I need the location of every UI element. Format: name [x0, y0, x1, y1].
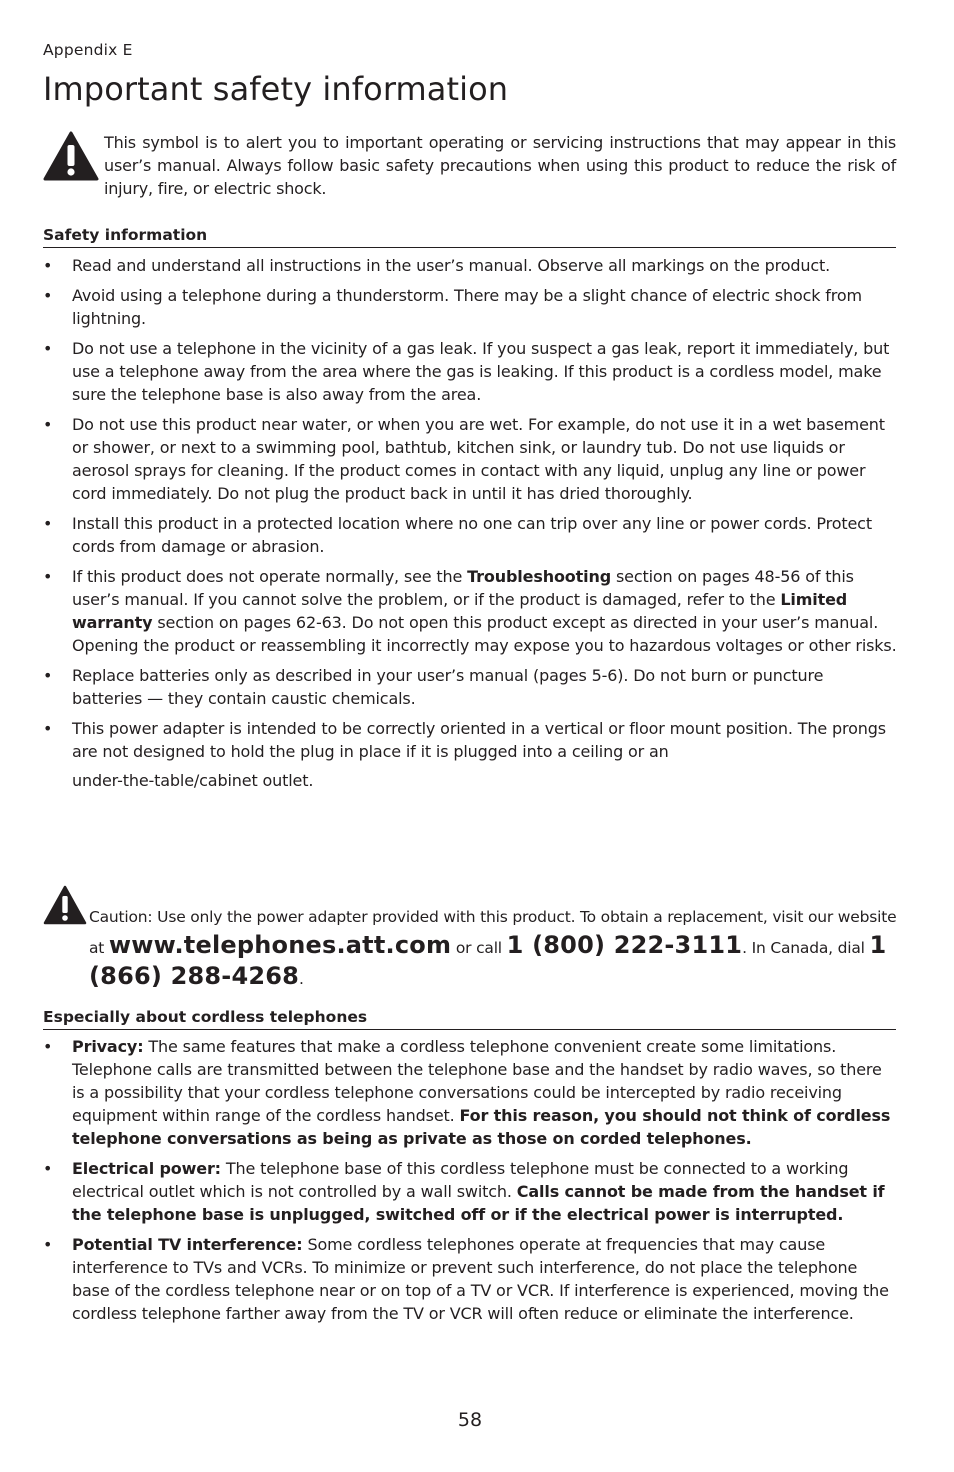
section-heading-cordless: Especially about cordless telephones	[43, 1008, 896, 1030]
list-item: • This power adapter is intended to be correctly oriented in a vertical or floor mount position. The prongs are not designed to hold the plug in place if it is plugged into a ceiling or an under-the-table/cabinet outlet.	[43, 719, 886, 790]
troubleshooting-ref: Troubleshooting	[467, 567, 612, 586]
canada-phone-number: 1 (866) 288-4268	[89, 931, 887, 990]
list-item: • Do not use a telephone in the vicinity of a gas leak. If you suspect a gas leak, report it immediately, but use a telephone away from the area where the gas is leaking. If this product is a cordless model, make sure the telephone base is also away from the area.	[43, 339, 890, 404]
list-item: • Avoid using a telephone during a thunderstorm. There may be a slight chance of electric shock from lightning.	[43, 286, 862, 328]
appendix-label: Appendix E	[43, 41, 133, 59]
list-item: • Privacy: The same features that make a cordless telephone convenient create some limitations. Telephone calls are transmitted between the telephone base and the handset by radio waves, so there is a possibility that your cordless telephone conversations could be intercepted by radio receiving equipment within range of the cordless handset. For this reason, you should not think of cordless telephone conversations as being as private as those on corded telephones.	[43, 1037, 891, 1148]
list-item: • If this product does not operate normally, see the Troubleshooting section on pages 48-56 of this user’s manual. If you cannot solve the problem, or if the product is damaged, refer to the Limited warranty section on pages 62-63. Do not open this product except as directed in your user’s manual. Opening the product or reassembling it incorrectly may expose you to hazardous voltages or other risks.	[43, 567, 897, 655]
page-number: 58	[457, 1409, 483, 1431]
list-item: • Read and understand all instructions in the user’s manual. Observe all markings on the product.	[43, 256, 831, 275]
warning-triangle-icon	[43, 131, 99, 181]
caution-warning-icon	[43, 885, 87, 925]
list-item: • Install this product in a protected location where no one can trip over any line or power cords. Protect cords from damage or abrasion.	[43, 514, 872, 556]
us-phone-number: 1 (800) 222-3111	[506, 931, 743, 959]
limited-warranty-ref: Limited warranty	[72, 590, 848, 632]
caution-note: Caution: Use only the power adapter provided with this product. To obtain a replacement, visit our website at www.telephones.att.com or call 1 (800) 222-3111. In Canada, dial 1 (866) 288-4268.	[89, 908, 897, 990]
page-title: Important safety information	[43, 70, 509, 108]
list-item: • Replace batteries only as described in your user’s manual (pages 5-6). Do not burn or puncture batteries — they contain caustic chemicals.	[43, 666, 824, 708]
section-heading-safety: Safety information	[43, 226, 896, 248]
website-link[interactable]: www.telephones.att.com	[108, 931, 452, 959]
alert-paragraph: This symbol is to alert you to important operating or servicing instructions that may appear in this user’s manual. Always follow basic safety precautions when using this product to reduce the risk of injury, fire, or electric shock.	[104, 133, 896, 198]
list-item: • Do not use this product near water, or when you are wet. For example, do not use it in a wet basement or shower, or next to a swimming pool, bathtub, kitchen sink, or laundry tub. Do not use liquids or aerosol sprays for cleaning. If the product comes in contact with any liquid, unplug any line or power cord immediately. Do not plug the product back in until it has dried thoroughly.	[43, 415, 885, 503]
list-item: • Electrical power: The telephone base of this cordless telephone must be connected to a working electrical outlet which is not controlled by a wall switch. Calls cannot be made from the handset if the telephone base is unplugged, switched off or if the electrical power is interrupted.	[43, 1159, 885, 1224]
safety-list	[43, 254, 898, 799]
list-item: • Potential TV interference: Some cordless telephones operate at frequencies that may cause interference to TVs and VCRs. To minimize or prevent such interference, do not place the telephone base of the cordless telephone near or on top of a TV or VCR. If interference is experienced, moving the cordless telephone farther away from the TV or VCR will often reduce or eliminate the interference.	[43, 1235, 889, 1323]
cordless-list	[43, 1035, 898, 1332]
